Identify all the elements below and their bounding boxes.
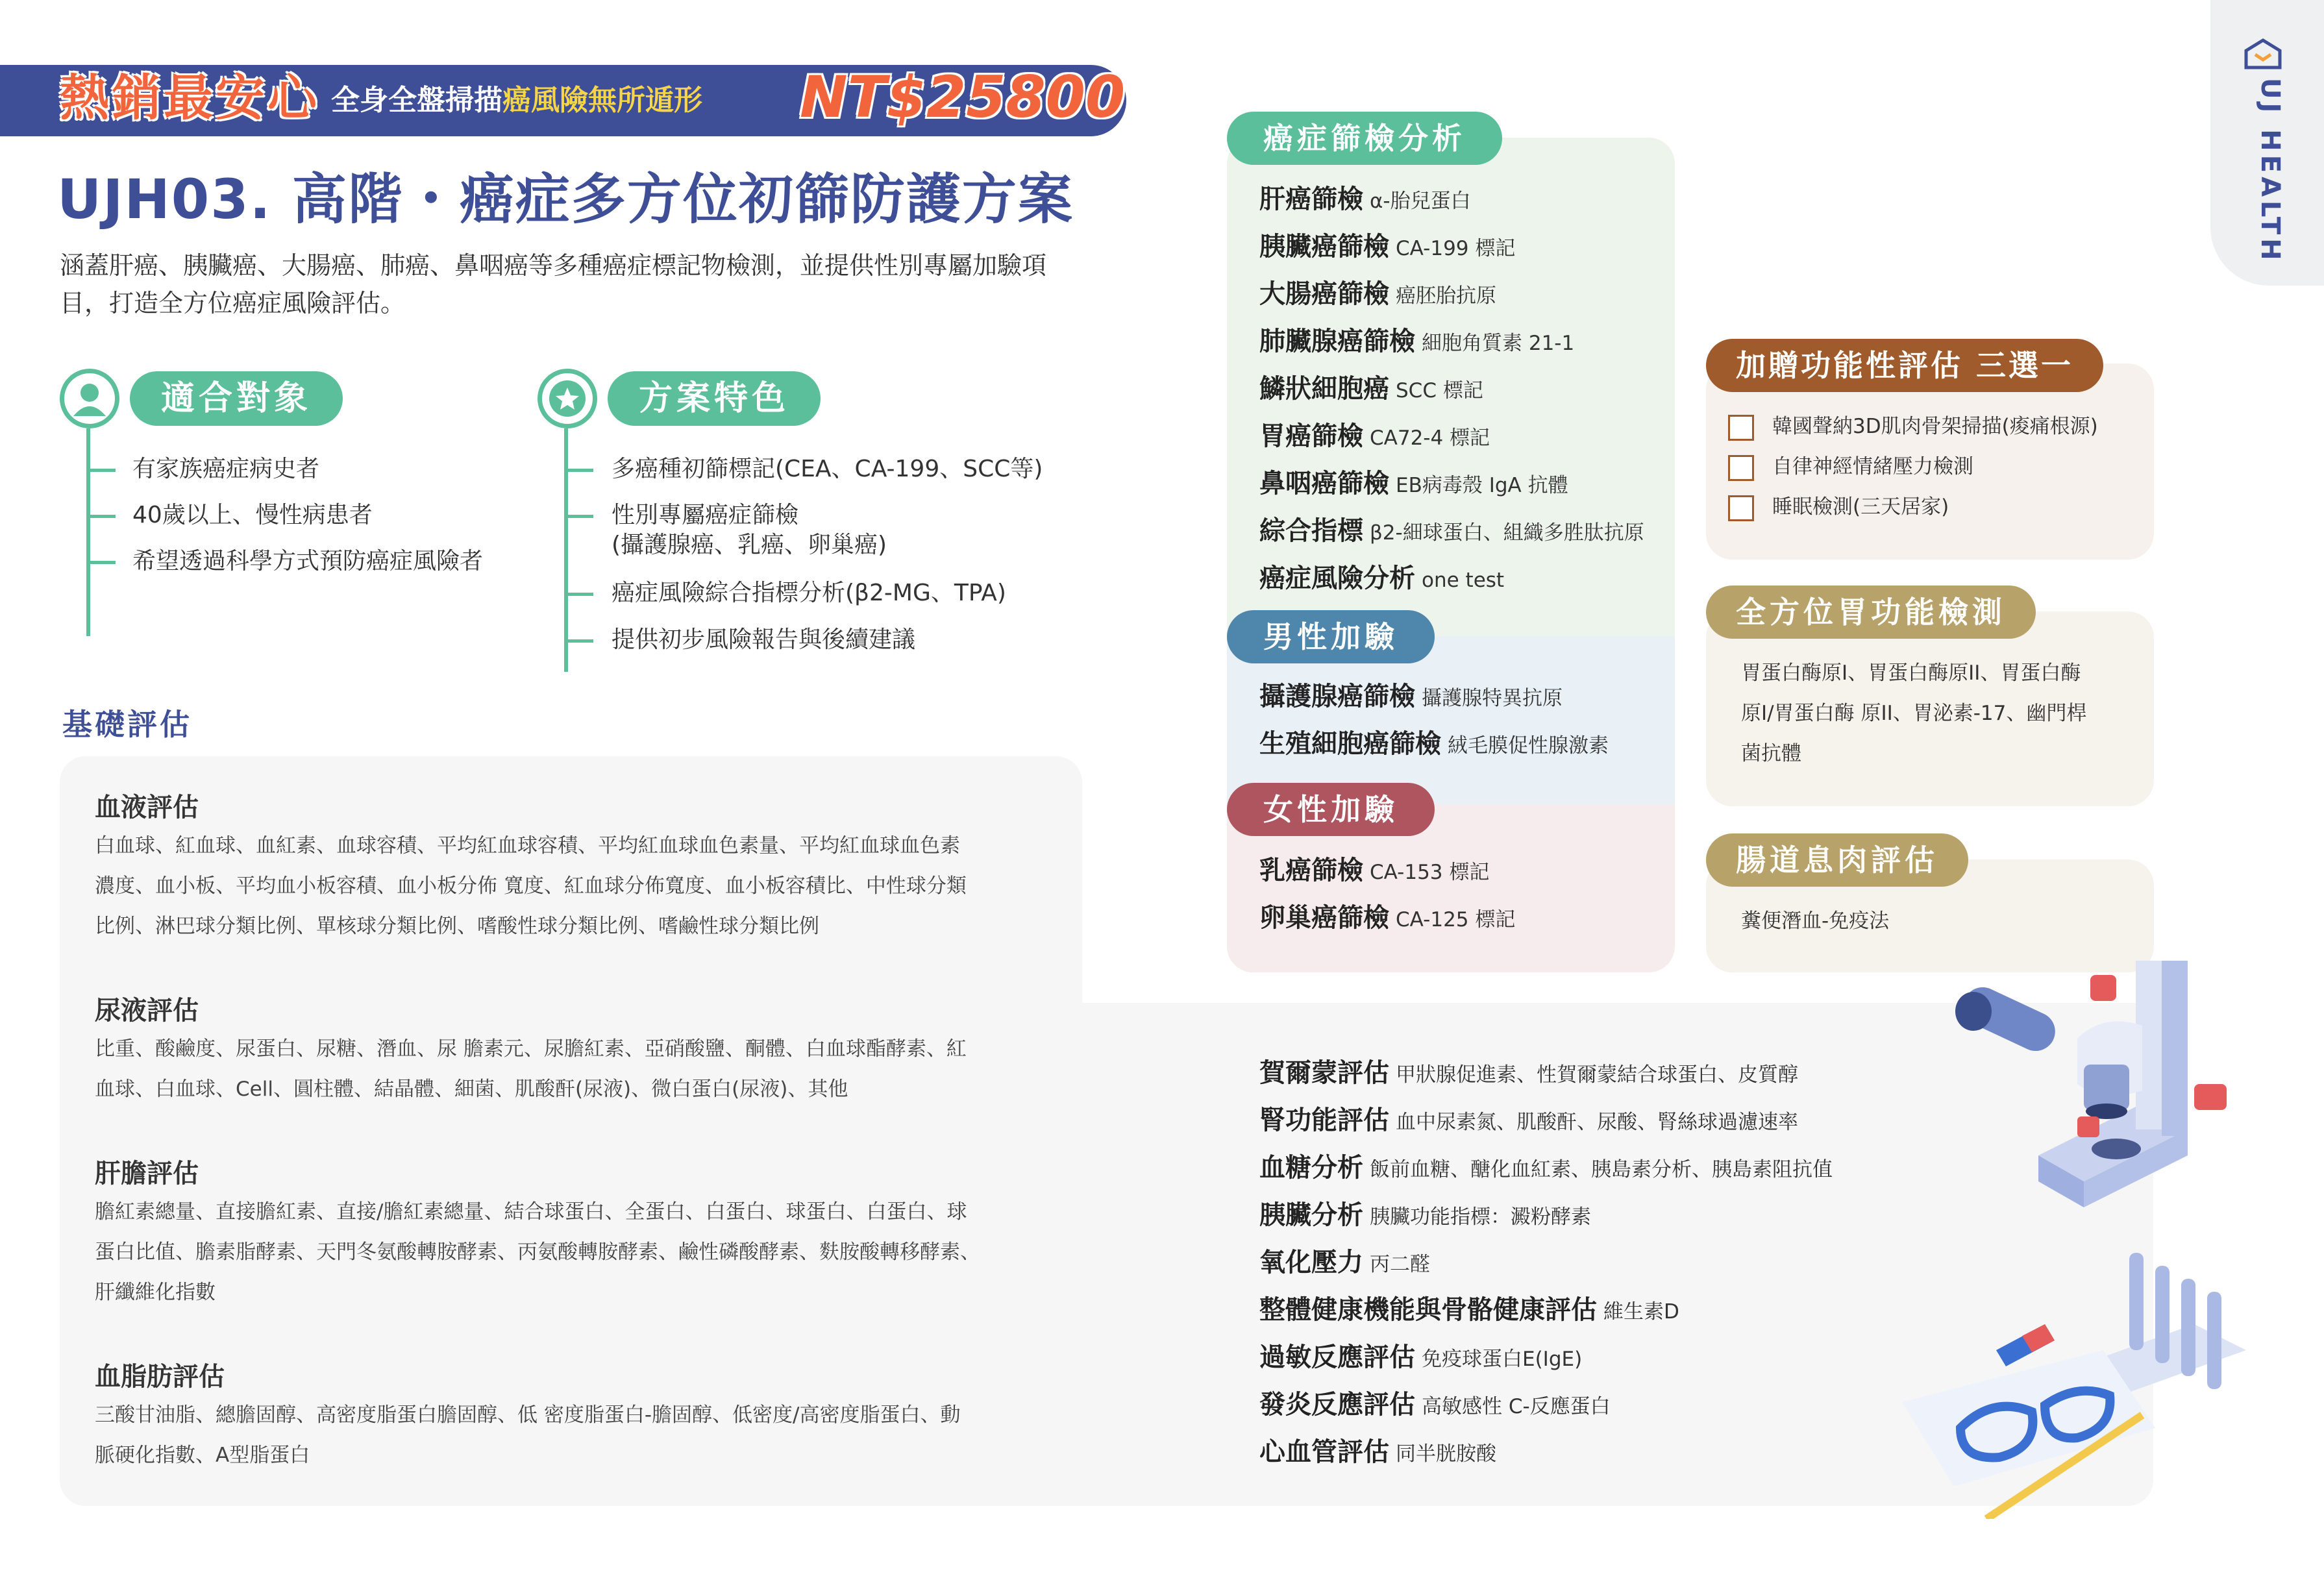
star-icon-glyph <box>542 373 593 424</box>
extra-eval-item: 心血管評估 同半胱胺酸 <box>1259 1437 1496 1467</box>
paper-glasses-icon <box>1902 1350 2155 1519</box>
checkbox[interactable] <box>1728 495 1754 521</box>
bonus-option-label: 韓國聲納3D肌肉骨架掃描(痠痛根源) <box>1772 415 2098 438</box>
tagline-text: 全身全盤掃描 <box>331 84 502 117</box>
eval-title: 尿液評估 <box>95 996 199 1026</box>
cancer-list <box>1259 177 1644 603</box>
extra-eval-item: 發炎反應評估 高敏感性 C-反應蛋白 <box>1259 1390 1611 1420</box>
tick <box>88 561 116 564</box>
eval-title: 肝膽評估 <box>95 1159 199 1189</box>
tagline-highlight: 癌風險無所遁形 <box>502 84 702 117</box>
cancer-item: 肝癌篩檢 α-胎兒蛋白 <box>1259 184 1471 214</box>
eval-line: 三酸甘油脂、總膽固醇、高密度脂蛋白膽固醇、低 密度脂蛋白-膽固醇、低密度/高密度脂蛋白、動 <box>95 1403 961 1427</box>
price: NT$25800 <box>800 64 1126 130</box>
tick <box>88 515 116 518</box>
banner-tagline <box>331 65 702 136</box>
extra-eval-item: 氧化壓力 丙二醛 <box>1259 1248 1430 1277</box>
list-item: 提供初步風險報告與後續建議 <box>612 626 916 653</box>
bonus-options <box>1728 406 2098 527</box>
list-item: (攝護腺癌、乳癌、卵巢癌) <box>612 532 887 558</box>
tick <box>566 515 593 518</box>
checkbox[interactable] <box>1728 455 1754 481</box>
bonus-option[interactable] <box>1728 406 2098 447</box>
cancer-item: 肺臟腺癌篩檢 細胞角質素 21-1 <box>1259 327 1575 356</box>
tick <box>566 469 593 472</box>
eval-line: 比例、淋巴球分類比例、單核球分類比例、嗜酸性球分類比例、嗜鹼性球分類比例 <box>95 915 819 938</box>
extra-eval-list <box>1259 1050 1833 1477</box>
eval-line: 比重、酸鹼度、尿蛋白、尿糖、潛血、尿 膽素元、尿膽紅素、亞硝酸鹽、酮體、白血球酯酵素、紅 <box>95 1037 967 1061</box>
list-item: 40歲以上、慢性病患者 <box>132 502 373 528</box>
brand-name: UJ HEALTH <box>2255 78 2285 264</box>
eval-line: 脈硬化指數、A型脂蛋白 <box>95 1444 310 1467</box>
page-title: UJH03. 高階・癌症多方位初篩防護方案 <box>57 167 1074 231</box>
bonus-option-label: 自律神經情緒壓力檢測 <box>1772 455 1973 478</box>
basic-heading: 基礎評估 <box>62 707 192 742</box>
male-heading: 男性加驗 <box>1227 610 1435 663</box>
microscope-illustration-icon <box>1883 935 2246 1519</box>
stomach-text <box>1741 653 2086 774</box>
cancer-heading: 癌症篩檢分析 <box>1227 112 1502 165</box>
bonus-option[interactable] <box>1728 447 2098 487</box>
female-heading: 女性加驗 <box>1227 783 1435 836</box>
list-item: 希望透過科學方式預防癌症風險者 <box>132 548 484 574</box>
polyp-text: 糞便潛血-免疫法 <box>1741 909 1890 933</box>
eval-title: 血脂肪評估 <box>95 1362 225 1392</box>
list-item: 性別專屬癌症篩檢 <box>612 502 799 528</box>
target-heading: 適合對象 <box>130 371 343 426</box>
female-item: 卵巢癌篩檢 CA-125 標記 <box>1259 903 1516 933</box>
bonus-option[interactable] <box>1728 487 2098 527</box>
male-item: 生殖細胞癌篩檢 絨毛膜促性腺激素 <box>1259 729 1609 759</box>
cancer-item: 鼻咽癌篩檢 EB病毒殼 IgA 抗體 <box>1259 469 1568 499</box>
cancer-item: 綜合指標 β2-細球蛋白、組織多胜肽抗原 <box>1259 516 1644 546</box>
cancer-item: 胃癌篩檢 CA72-4 標記 <box>1259 421 1490 451</box>
stomach-line: 原I/胃蛋白酶 原II、胃泌素-17、幽門桿 <box>1741 702 2087 725</box>
eval-line: 濃度、血小板、平均血小板容積、血小板分佈 寬度、紅血球分佈寬度、血小板容積比、中性球分類 <box>95 874 967 898</box>
extra-eval-item: 胰臟分析 胰臟功能指標：澱粉酵素 <box>1259 1200 1591 1230</box>
brand-logo-icon <box>2244 38 2282 70</box>
eval-line: 白血球、紅血球、血紅素、血球容積、平均紅血球容積、平均紅血球血色素量、平均紅血球血色素 <box>95 834 960 857</box>
bonus-heading: 加贈功能性評估 三選一 <box>1706 339 2103 392</box>
cancer-item: 癌症風險分析 one test <box>1259 563 1505 593</box>
intro-text: 涵蓋肝癌、胰臟癌、大腸癌、肺癌、鼻咽癌等多種癌症標記物檢測，並提供性別專屬加驗項目，打造全方位癌症風險評估。 <box>60 251 1047 317</box>
eval-title: 血液評估 <box>95 793 199 822</box>
eval-line: 蛋白比值、膽素脂酵素、天門冬氨酸轉胺酵素、丙氨酸轉胺酵素、鹼性磷酸酵素、麩胺酸轉移酵素、 <box>95 1240 980 1264</box>
features-line <box>564 428 568 672</box>
extra-eval-item: 血糖分析 飯前血糖、醣化血紅素、胰島素分析、胰島素阻抗值 <box>1259 1153 1833 1183</box>
eval-line: 血球、白血球、Cell、圓柱體、結晶體、細菌、肌酸酐(尿液)、微白蛋白(尿液)、其他 <box>95 1078 848 1101</box>
eval-body <box>95 826 1101 946</box>
eval-body <box>95 1395 1101 1475</box>
list-item: 有家族癌症病史者 <box>132 456 320 482</box>
list-item: 多癌種初篩標記(CEA、CA-199、SCC等) <box>612 456 1043 482</box>
person-icon <box>60 369 119 428</box>
banner-badge: 熱銷最安心 <box>60 69 319 127</box>
bonus-option-label: 睡眠檢測(三天居家) <box>1772 495 1949 519</box>
tick <box>566 593 593 596</box>
stomach-line: 菌抗體 <box>1741 742 1801 765</box>
extra-eval-item: 賀爾蒙評估 甲狀腺促進素、性賀爾蒙結合球蛋白、皮質醇 <box>1259 1058 1798 1088</box>
extra-eval-item: 腎功能評估 血中尿素氮、肌酸酐、尿酸、腎絲球過濾速率 <box>1259 1105 1798 1135</box>
tick <box>566 639 593 643</box>
eraser-icon <box>1996 1324 2055 1366</box>
eval-line: 膽紅素總量、直接膽紅素、直接/膽紅素總量、結合球蛋白、全蛋白、白蛋白、球蛋白、白蛋白、球 <box>95 1200 967 1224</box>
person-icon-glyph <box>64 373 115 424</box>
polyp-heading: 腸道息肉評估 <box>1706 833 1968 887</box>
cancer-item: 胰臟癌篩檢 CA-199 標記 <box>1259 232 1516 262</box>
checkbox[interactable] <box>1728 415 1754 441</box>
extra-eval-item: 整體健康機能與骨骼健康評估 維生素D <box>1259 1295 1679 1325</box>
female-item: 乳癌篩檢 CA-153 標記 <box>1259 856 1490 885</box>
microscope-icon <box>1955 961 2227 1207</box>
stomach-line: 胃蛋白酶原I、胃蛋白酶原II、胃蛋白酶 <box>1741 661 2081 685</box>
features-heading: 方案特色 <box>608 371 821 426</box>
eval-body <box>95 1029 1101 1109</box>
tick <box>88 469 116 472</box>
cancer-item: 大腸癌篩檢 癌胚胎抗原 <box>1259 279 1496 309</box>
extra-eval-item: 過敏反應評估 免疫球蛋白E(IgE) <box>1259 1342 1583 1372</box>
male-item: 攝護腺癌篩檢 攝護腺特異抗原 <box>1259 682 1563 711</box>
eval-line: 肝纖維化指數 <box>95 1281 216 1304</box>
star-icon <box>538 369 597 428</box>
stomach-heading: 全方位胃功能檢測 <box>1706 586 2036 639</box>
list-item: 癌症風險綜合指標分析(β2-MG、TPA) <box>612 580 1006 606</box>
male-list <box>1259 674 1609 769</box>
female-list <box>1259 848 1515 943</box>
target-line <box>86 428 90 636</box>
eval-body <box>95 1192 1101 1313</box>
cancer-item: 鱗狀細胞癌 SCC 標記 <box>1259 374 1483 404</box>
